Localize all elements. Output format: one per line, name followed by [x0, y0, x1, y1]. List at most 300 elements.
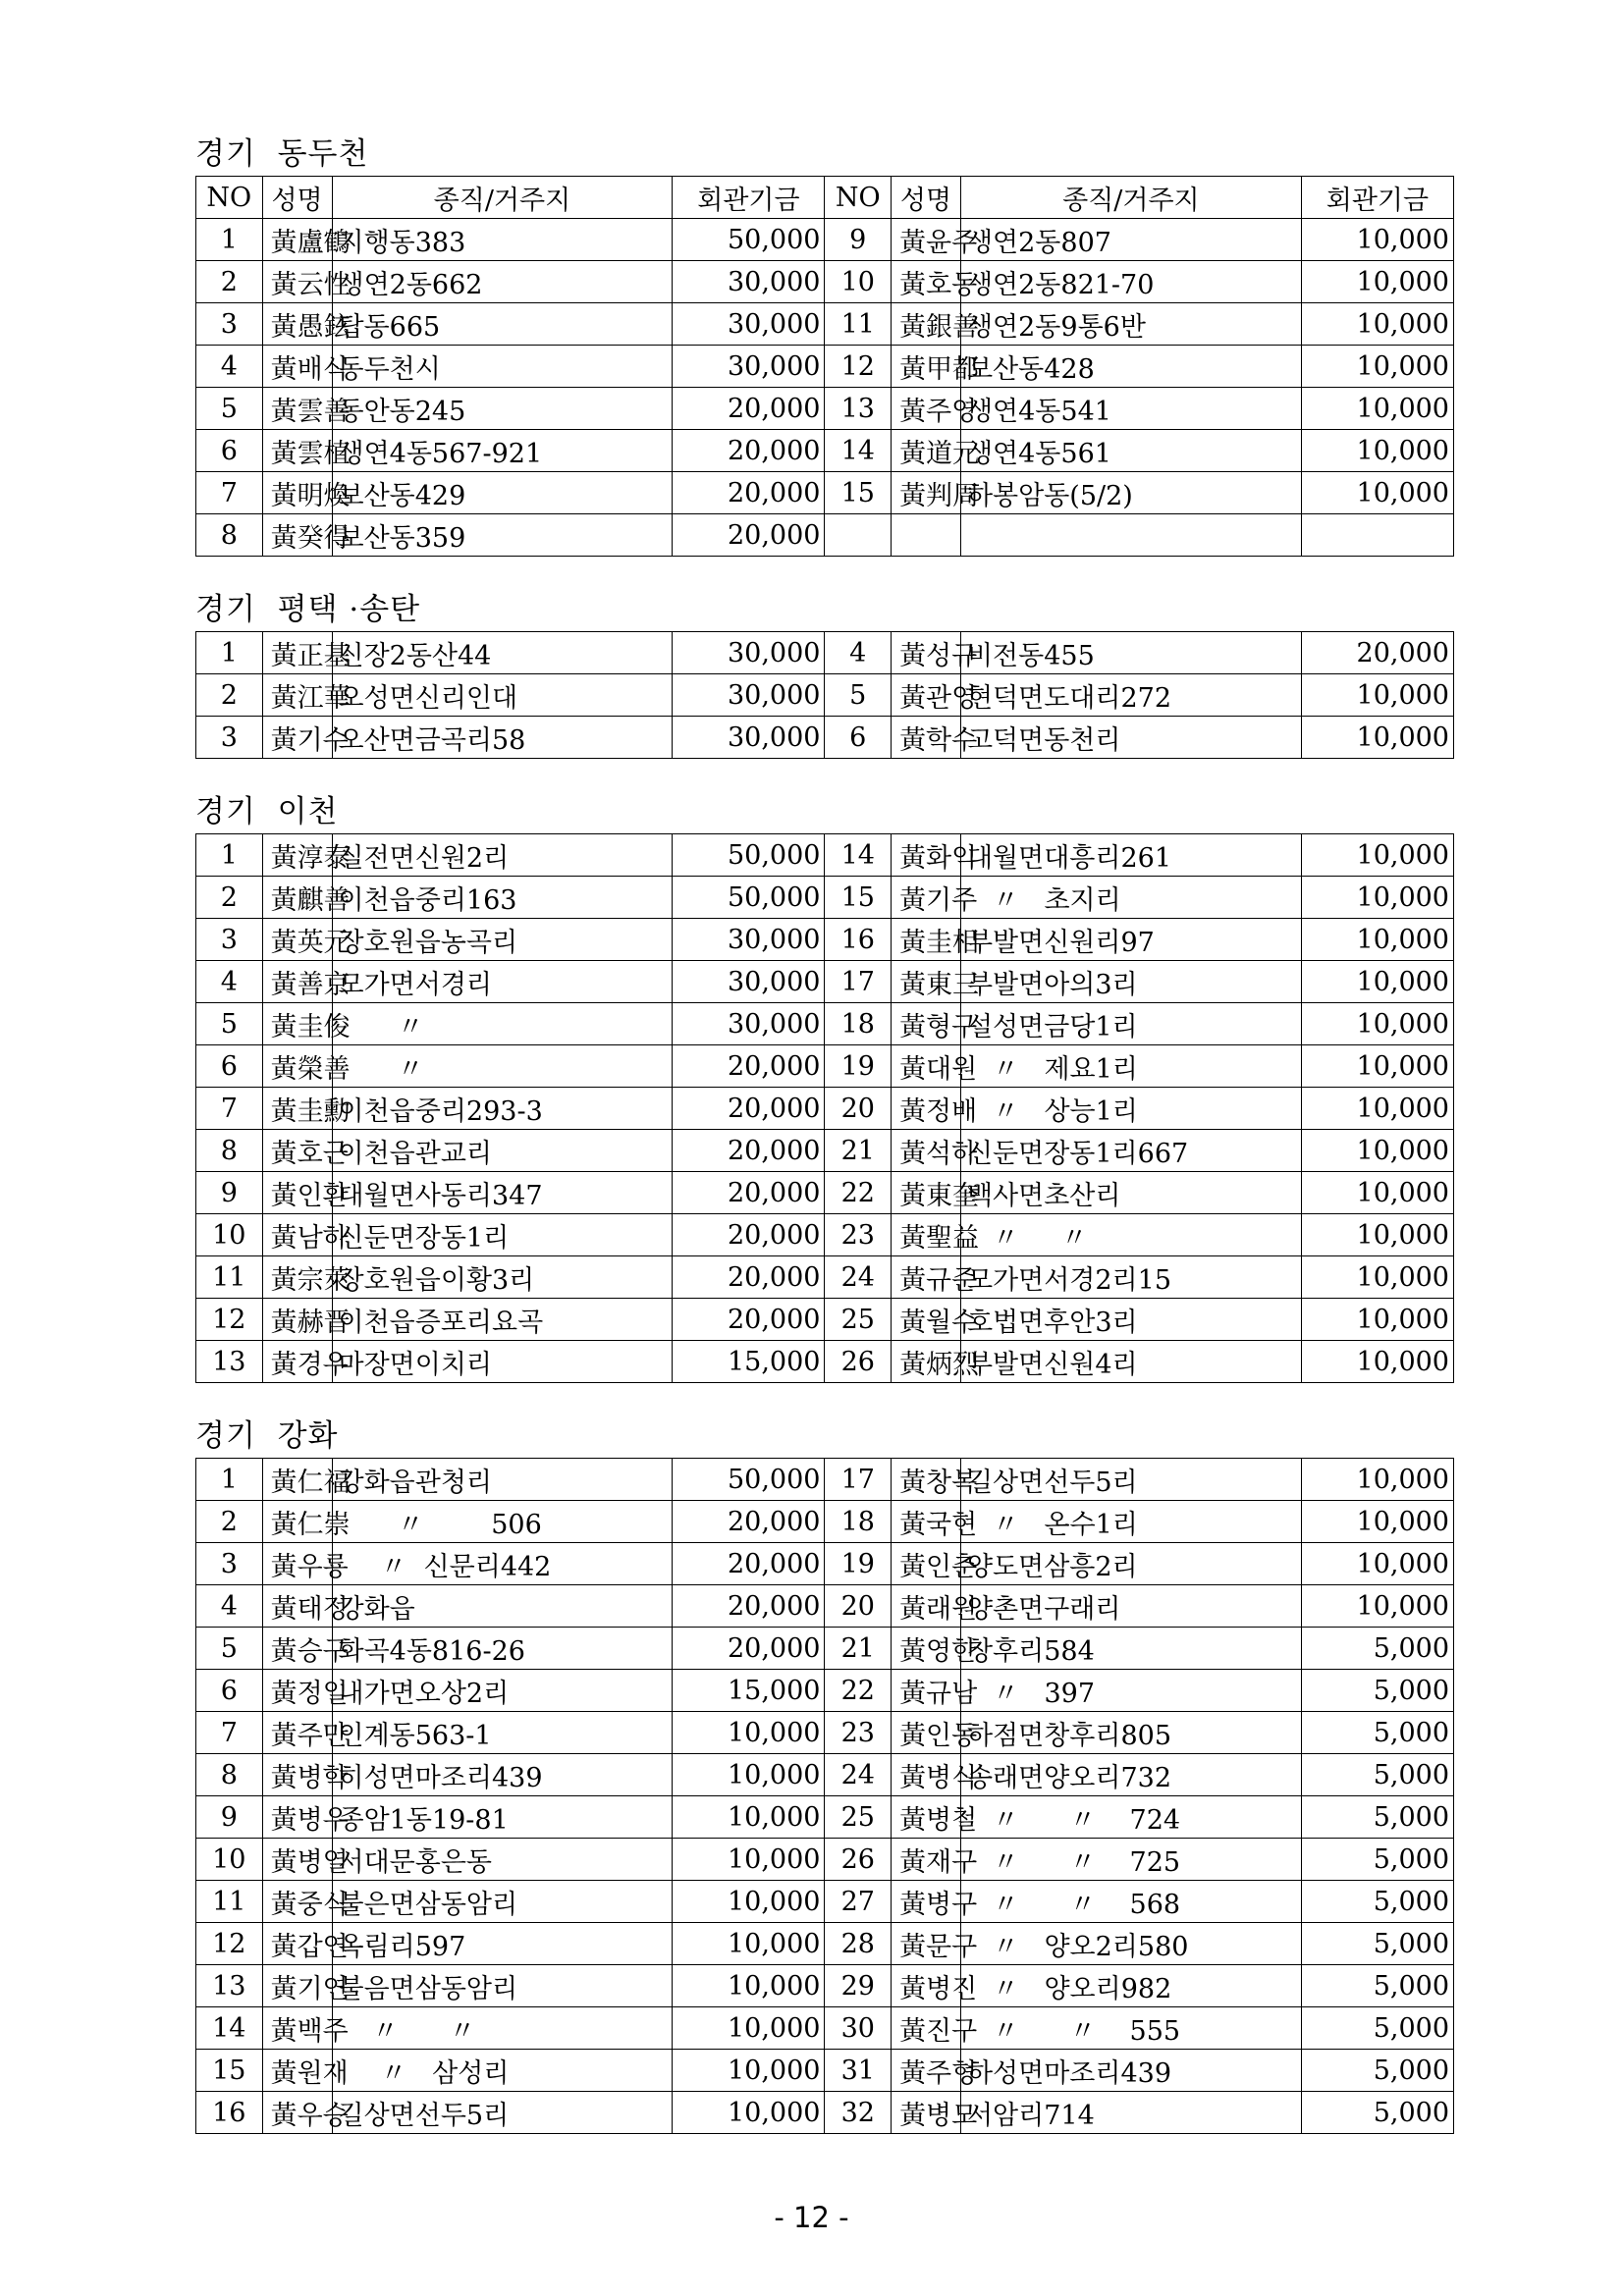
- member-name: 黃癸得: [262, 514, 332, 557]
- entry-number: 22: [825, 1172, 892, 1214]
- entry-number: 3: [196, 303, 263, 346]
- section-title: 경기 이천: [195, 794, 339, 829]
- fund-amount: 20,000: [673, 1256, 825, 1299]
- fund-amount: 20,000: [673, 1172, 825, 1214]
- member-name: 黃우룡: [262, 1543, 332, 1585]
- member-name: 黃圭勳: [262, 1088, 332, 1130]
- fund-amount: 10,000: [1301, 1299, 1453, 1341]
- member-name: 黃宗萊: [262, 1256, 332, 1299]
- member-address: 이천읍중리163: [332, 877, 673, 919]
- fund-amount: 10,000: [1301, 1543, 1453, 1585]
- table-row: [196, 1003, 1454, 1045]
- table-row: [196, 1543, 1454, 1585]
- fund-amount: 5,000: [1301, 1923, 1453, 1965]
- member-name: 黃기수: [262, 717, 332, 759]
- member-address: 불은면삼동암리: [332, 1881, 673, 1923]
- member-address: 〃 양오2리580: [960, 1923, 1301, 1965]
- member-name: 黃석하: [892, 1130, 961, 1172]
- member-address: 생연2동9통6반: [960, 303, 1301, 346]
- fund-amount: 5,000: [1301, 1796, 1453, 1839]
- fund-amount: 5,000: [1301, 1965, 1453, 2007]
- member-name: 黃성규: [892, 632, 961, 674]
- table-row: [196, 877, 1454, 919]
- member-name: 黃경우: [262, 1341, 332, 1383]
- member-name: 黃甲都: [892, 346, 961, 388]
- table-row: [196, 2007, 1454, 2050]
- member-name: 黃인환: [262, 1172, 332, 1214]
- member-address: 〃 〃 724: [960, 1796, 1301, 1839]
- entry-number: 14: [825, 834, 892, 877]
- table-row: [196, 1585, 1454, 1628]
- member-address: 부발면신원4리: [960, 1341, 1301, 1383]
- member-name: 黃愚鉉: [262, 303, 332, 346]
- entry-number: 22: [825, 1670, 892, 1712]
- fund-amount: 20,000: [673, 1501, 825, 1543]
- entry-number: 7: [196, 472, 263, 514]
- table-row: [196, 1965, 1454, 2007]
- member-name: 黃대원: [892, 1045, 961, 1088]
- member-name: 黃윤주: [892, 219, 961, 261]
- entry-number: 5: [196, 388, 263, 430]
- member-address: 보산동428: [960, 346, 1301, 388]
- fund-amount: 30,000: [673, 303, 825, 346]
- entry-number: 4: [196, 961, 263, 1003]
- fund-amount: 20,000: [673, 514, 825, 557]
- entry-number: 12: [196, 1299, 263, 1341]
- table-header-row: [196, 177, 1454, 219]
- table-row: [196, 1923, 1454, 1965]
- table-row: [196, 1712, 1454, 1754]
- entry-number: 12: [825, 346, 892, 388]
- fund-amount: 20,000: [673, 1130, 825, 1172]
- member-name: 黃병우: [262, 1796, 332, 1839]
- member-name: 黃仁崇: [262, 1501, 332, 1543]
- fund-amount: 10,000: [1301, 1459, 1453, 1501]
- table-row: [196, 1130, 1454, 1172]
- entry-number: 21: [825, 1628, 892, 1670]
- member-name: 黃東三: [892, 961, 961, 1003]
- fund-amount: 15,000: [673, 1670, 825, 1712]
- fund-amount: 10,000: [1301, 1256, 1453, 1299]
- member-address: 호법면후안3리: [960, 1299, 1301, 1341]
- entry-number: 26: [825, 1341, 892, 1383]
- entry-number: 23: [825, 1214, 892, 1256]
- fund-amount: 10,000: [1301, 219, 1453, 261]
- member-address: 〃 〃 725: [960, 1839, 1301, 1881]
- member-name: 黃기주: [892, 877, 961, 919]
- member-name: 黃화익: [892, 834, 961, 877]
- entry-number: 20: [825, 1088, 892, 1130]
- member-name: 黃백주: [262, 2007, 332, 2050]
- fund-amount: 5,000: [1301, 1839, 1453, 1881]
- entry-number: 5: [825, 674, 892, 717]
- table-row: [196, 472, 1454, 514]
- table-row: [196, 1459, 1454, 1501]
- fund-amount: 20,000: [673, 472, 825, 514]
- table-row: [196, 388, 1454, 430]
- member-address: 동두천시: [332, 346, 673, 388]
- entry-number: 13: [196, 1965, 263, 2007]
- fund-amount: 10,000: [1301, 430, 1453, 472]
- entry-number: 6: [196, 1670, 263, 1712]
- column-header: NO: [825, 177, 892, 219]
- table-row: [196, 1299, 1454, 1341]
- member-name: 黃진구: [892, 2007, 961, 2050]
- member-address: 〃 상능1리: [960, 1088, 1301, 1130]
- fund-amount: 20,000: [673, 1585, 825, 1628]
- entry-number: 15: [196, 2050, 263, 2092]
- fund-amount: 10,000: [1301, 717, 1453, 759]
- member-address: 마장면이치리: [332, 1341, 673, 1383]
- member-name: 黃원재: [262, 2050, 332, 2092]
- member-name: 黃赫晋: [262, 1299, 332, 1341]
- member-name: 黃래원: [892, 1585, 961, 1628]
- member-name: 黃銀善: [892, 303, 961, 346]
- member-name: 黃규남: [892, 1670, 961, 1712]
- member-name: 黃麒善: [262, 877, 332, 919]
- member-name: 黃주만: [262, 1712, 332, 1754]
- member-address: 〃 삼성리: [332, 2050, 673, 2092]
- fund-amount: 5,000: [1301, 1754, 1453, 1796]
- member-name: 黃정배: [892, 1088, 961, 1130]
- entry-number: 29: [825, 1965, 892, 2007]
- member-address: 장호원읍이황3리: [332, 1256, 673, 1299]
- fund-amount: 50,000: [673, 219, 825, 261]
- member-name: 黃江華: [262, 674, 332, 717]
- member-name: 黃승구: [262, 1628, 332, 1670]
- member-address: 신둔면장동1리: [332, 1214, 673, 1256]
- column-header: 종직/거주지: [332, 177, 673, 219]
- member-name: 黃배식: [262, 346, 332, 388]
- fund-amount: 10,000: [1301, 919, 1453, 961]
- page-number: - 12 -: [774, 2201, 849, 2234]
- member-name: 黃云性: [262, 261, 332, 303]
- member-name: 黃병식: [892, 1754, 961, 1796]
- member-name: 黃기연: [262, 1965, 332, 2007]
- table-row: [196, 919, 1454, 961]
- member-address: 오산면금곡리58: [332, 717, 673, 759]
- fund-amount: 10,000: [1301, 1130, 1453, 1172]
- member-name: 黃병모: [892, 2092, 961, 2134]
- table-row: [196, 1256, 1454, 1299]
- member-name: 黃道元: [892, 430, 961, 472]
- member-address: 서암리714: [960, 2092, 1301, 2134]
- member-address: 〃 〃: [332, 2007, 673, 2050]
- fund-amount: 30,000: [673, 674, 825, 717]
- fund-amount: 20,000: [673, 1543, 825, 1585]
- member-address: 〃 제요1리: [960, 1045, 1301, 1088]
- member-name: 黃창복: [892, 1459, 961, 1501]
- member-address: 인계동563-1: [332, 1712, 673, 1754]
- entry-number: 5: [196, 1003, 263, 1045]
- entry-number: 2: [196, 877, 263, 919]
- donor-table: [195, 833, 1454, 1383]
- member-address: 화곡4동816-26: [332, 1628, 673, 1670]
- entry-number: 12: [196, 1923, 263, 1965]
- fund-amount: 10,000: [1301, 1003, 1453, 1045]
- entry-number: 11: [196, 1256, 263, 1299]
- member-address: 오성면신리인대: [332, 674, 673, 717]
- fund-amount: 10,000: [673, 1796, 825, 1839]
- entry-number: 11: [196, 1881, 263, 1923]
- table-row: [196, 1670, 1454, 1712]
- member-address: 양촌면구래리: [960, 1585, 1301, 1628]
- member-address: 부발면아의3리: [960, 961, 1301, 1003]
- member-name: 黃인동: [892, 1712, 961, 1754]
- fund-amount: 5,000: [1301, 2092, 1453, 2134]
- fund-amount: 10,000: [1301, 472, 1453, 514]
- entry-number: 16: [196, 2092, 263, 2134]
- table-row: [196, 219, 1454, 261]
- member-address: 하봉암동(5/2): [960, 472, 1301, 514]
- entry-number: 17: [825, 1459, 892, 1501]
- entry-number: 3: [196, 717, 263, 759]
- member-address: 하점면창후리805: [960, 1712, 1301, 1754]
- entry-number: 10: [196, 1214, 263, 1256]
- member-address: 길상면선두5리: [332, 2092, 673, 2134]
- table-row: [196, 1501, 1454, 1543]
- entry-number: 6: [196, 430, 263, 472]
- member-address: 설성면금당1리: [960, 1003, 1301, 1045]
- member-name: 黃判周: [892, 472, 961, 514]
- entry-number: 19: [825, 1543, 892, 1585]
- member-address: 강화읍관청리: [332, 1459, 673, 1501]
- member-address: 〃 〃: [960, 1214, 1301, 1256]
- member-name: 黃雲善: [262, 388, 332, 430]
- member-address: 〃: [332, 1003, 673, 1045]
- fund-amount: 20,000: [673, 1299, 825, 1341]
- fund-amount: 20,000: [673, 1088, 825, 1130]
- member-address: 〃 〃 555: [960, 2007, 1301, 2050]
- column-header: 회관기금: [1301, 177, 1453, 219]
- member-address: 대월면사동리347: [332, 1172, 673, 1214]
- member-name: 黃호동: [892, 261, 961, 303]
- entry-number: 3: [196, 1543, 263, 1585]
- table-row: [196, 261, 1454, 303]
- member-name: 黃병철: [892, 1796, 961, 1839]
- fund-amount: 10,000: [673, 1965, 825, 2007]
- entry-number: 7: [196, 1712, 263, 1754]
- member-address: 모가면서경2리15: [960, 1256, 1301, 1299]
- member-address: 이천읍중리293-3: [332, 1088, 673, 1130]
- member-address: 길상면선두5리: [960, 1459, 1301, 1501]
- member-address: 생연2동807: [960, 219, 1301, 261]
- table-row: [196, 346, 1454, 388]
- entry-number: 5: [196, 1628, 263, 1670]
- member-name: 黃仁福: [262, 1459, 332, 1501]
- member-address: 송래면양오리732: [960, 1754, 1301, 1796]
- member-address: 장호원읍농곡리: [332, 919, 673, 961]
- entry-number: 32: [825, 2092, 892, 2134]
- fund-amount: 30,000: [673, 961, 825, 1003]
- entry-number: 13: [196, 1341, 263, 1383]
- member-name: 黃善京: [262, 961, 332, 1003]
- member-name: 黃정일: [262, 1670, 332, 1712]
- fund-amount: 10,000: [1301, 1045, 1453, 1088]
- member-name: 黃월수: [892, 1299, 961, 1341]
- fund-amount: 10,000: [1301, 346, 1453, 388]
- entry-number: 2: [196, 1501, 263, 1543]
- fund-amount: 30,000: [673, 346, 825, 388]
- fund-amount: 10,000: [1301, 388, 1453, 430]
- member-address: 창후리584: [960, 1628, 1301, 1670]
- member-name: 黃炳烈: [892, 1341, 961, 1383]
- member-address: 보산동359: [332, 514, 673, 557]
- member-name: 黃남하: [262, 1214, 332, 1256]
- fund-amount: 10,000: [673, 1712, 825, 1754]
- member-name: 黃갑연: [262, 1923, 332, 1965]
- fund-amount: 50,000: [673, 1459, 825, 1501]
- table-row: [196, 834, 1454, 877]
- entry-number: 1: [196, 1459, 263, 1501]
- member-name: 黃明煥: [262, 472, 332, 514]
- entry-number: 8: [196, 514, 263, 557]
- fund-amount: 10,000: [1301, 877, 1453, 919]
- entry-number: 10: [825, 261, 892, 303]
- member-address: 생연4동567-921: [332, 430, 673, 472]
- fund-amount: 10,000: [1301, 1585, 1453, 1628]
- member-address: 신둔면장동1리667: [960, 1130, 1301, 1172]
- fund-amount: 20,000: [673, 430, 825, 472]
- member-address: 하성면마조리439: [960, 2050, 1301, 2092]
- member-name: 黃재구: [892, 1839, 961, 1881]
- member-address: 보산동429: [332, 472, 673, 514]
- fund-amount: 10,000: [1301, 303, 1453, 346]
- fund-amount: 20,000: [673, 1045, 825, 1088]
- fund-amount: 10,000: [1301, 1172, 1453, 1214]
- member-name: 黃병열: [262, 1839, 332, 1881]
- entry-number: 21: [825, 1130, 892, 1172]
- member-name: [892, 514, 961, 557]
- fund-amount: 30,000: [673, 632, 825, 674]
- member-name: 黃英元: [262, 919, 332, 961]
- member-address: 양도면삼흥2리: [960, 1543, 1301, 1585]
- donor-table: [195, 631, 1454, 759]
- member-name: 黃관영: [892, 674, 961, 717]
- member-name: 黃병진: [892, 1965, 961, 2007]
- member-address: 이천읍관교리: [332, 1130, 673, 1172]
- fund-amount: 5,000: [1301, 1670, 1453, 1712]
- member-name: 黃圭相: [892, 919, 961, 961]
- entry-number: 4: [196, 1585, 263, 1628]
- member-address: 백사면초산리: [960, 1172, 1301, 1214]
- entry-number: 16: [825, 919, 892, 961]
- member-name: 黃주형: [892, 2050, 961, 2092]
- member-address: 〃 〃 568: [960, 1881, 1301, 1923]
- member-name: 黃正基: [262, 632, 332, 674]
- table-row: [196, 2092, 1454, 2134]
- member-name: 黃淳泰: [262, 834, 332, 877]
- table-row: [196, 1796, 1454, 1839]
- fund-amount: 10,000: [1301, 1501, 1453, 1543]
- entry-number: 25: [825, 1299, 892, 1341]
- member-address: 강화읍: [332, 1585, 673, 1628]
- entry-number: 26: [825, 1839, 892, 1881]
- entry-number: 9: [825, 219, 892, 261]
- donor-table: [195, 1458, 1454, 2134]
- section-title: 경기 동두천: [195, 136, 369, 172]
- member-address: 생연2동821-70: [960, 261, 1301, 303]
- column-header: 회관기금: [673, 177, 825, 219]
- member-address: 종암1동19-81: [332, 1796, 673, 1839]
- entry-number: 17: [825, 961, 892, 1003]
- entry-number: 7: [196, 1088, 263, 1130]
- member-address: 불음면삼동암리: [332, 1965, 673, 2007]
- fund-amount: 5,000: [1301, 1628, 1453, 1670]
- entry-number: 4: [196, 346, 263, 388]
- member-address: 옥림리597: [332, 1923, 673, 1965]
- member-name: 黃雲植: [262, 430, 332, 472]
- member-address: 생연2동662: [332, 261, 673, 303]
- fund-amount: 10,000: [673, 2050, 825, 2092]
- column-header: 성명: [892, 177, 961, 219]
- fund-amount: 10,000: [1301, 1088, 1453, 1130]
- entry-number: 24: [825, 1754, 892, 1796]
- entry-number: 14: [825, 430, 892, 472]
- fund-amount: 20,000: [673, 1628, 825, 1670]
- entry-number: 18: [825, 1501, 892, 1543]
- entry-number: 6: [196, 1045, 263, 1088]
- fund-amount: 10,000: [673, 2007, 825, 2050]
- table-row: [196, 1045, 1454, 1088]
- member-name: 黃문구: [892, 1923, 961, 1965]
- column-header: 종직/거주지: [960, 177, 1301, 219]
- member-address: 동안동245: [332, 388, 673, 430]
- member-address: 고덕면동천리: [960, 717, 1301, 759]
- table-row: [196, 674, 1454, 717]
- member-address: 비전동455: [960, 632, 1301, 674]
- table-row: [196, 303, 1454, 346]
- column-header: 성명: [262, 177, 332, 219]
- entry-number: 25: [825, 1796, 892, 1839]
- member-address: 실전면신원2리: [332, 834, 673, 877]
- entry-number: 15: [825, 877, 892, 919]
- table-row: [196, 1341, 1454, 1383]
- member-name: 黃盧鶴: [262, 219, 332, 261]
- table-row: [196, 2050, 1454, 2092]
- column-header: NO: [196, 177, 263, 219]
- member-address: 생연4동561: [960, 430, 1301, 472]
- member-name: 黃학수: [892, 717, 961, 759]
- entry-number: 10: [196, 1839, 263, 1881]
- fund-amount: 30,000: [673, 261, 825, 303]
- entry-number: 23: [825, 1712, 892, 1754]
- fund-amount: 10,000: [1301, 1214, 1453, 1256]
- table-row: [196, 1881, 1454, 1923]
- member-address: 〃 397: [960, 1670, 1301, 1712]
- entry-number: 31: [825, 2050, 892, 2092]
- section-title: 경기 평택 ·송탄: [195, 592, 421, 627]
- fund-amount: 10,000: [673, 1839, 825, 1881]
- member-name: 黃호근: [262, 1130, 332, 1172]
- member-name: 黃태정: [262, 1585, 332, 1628]
- entry-number: 4: [825, 632, 892, 674]
- fund-amount: 10,000: [673, 1754, 825, 1796]
- member-name: 黃인춘: [892, 1543, 961, 1585]
- table-row: [196, 717, 1454, 759]
- member-address: 내가면오상2리: [332, 1670, 673, 1712]
- entry-number: 8: [196, 1754, 263, 1796]
- member-address: 모가면서경리: [332, 961, 673, 1003]
- table-row: [196, 1628, 1454, 1670]
- member-name: 黃주영: [892, 388, 961, 430]
- fund-amount: 5,000: [1301, 1881, 1453, 1923]
- section-title: 경기 강화: [195, 1418, 339, 1454]
- member-address: 이천읍증포리요곡: [332, 1299, 673, 1341]
- fund-amount: 50,000: [673, 877, 825, 919]
- entry-number: 3: [196, 919, 263, 961]
- fund-amount: 20,000: [673, 388, 825, 430]
